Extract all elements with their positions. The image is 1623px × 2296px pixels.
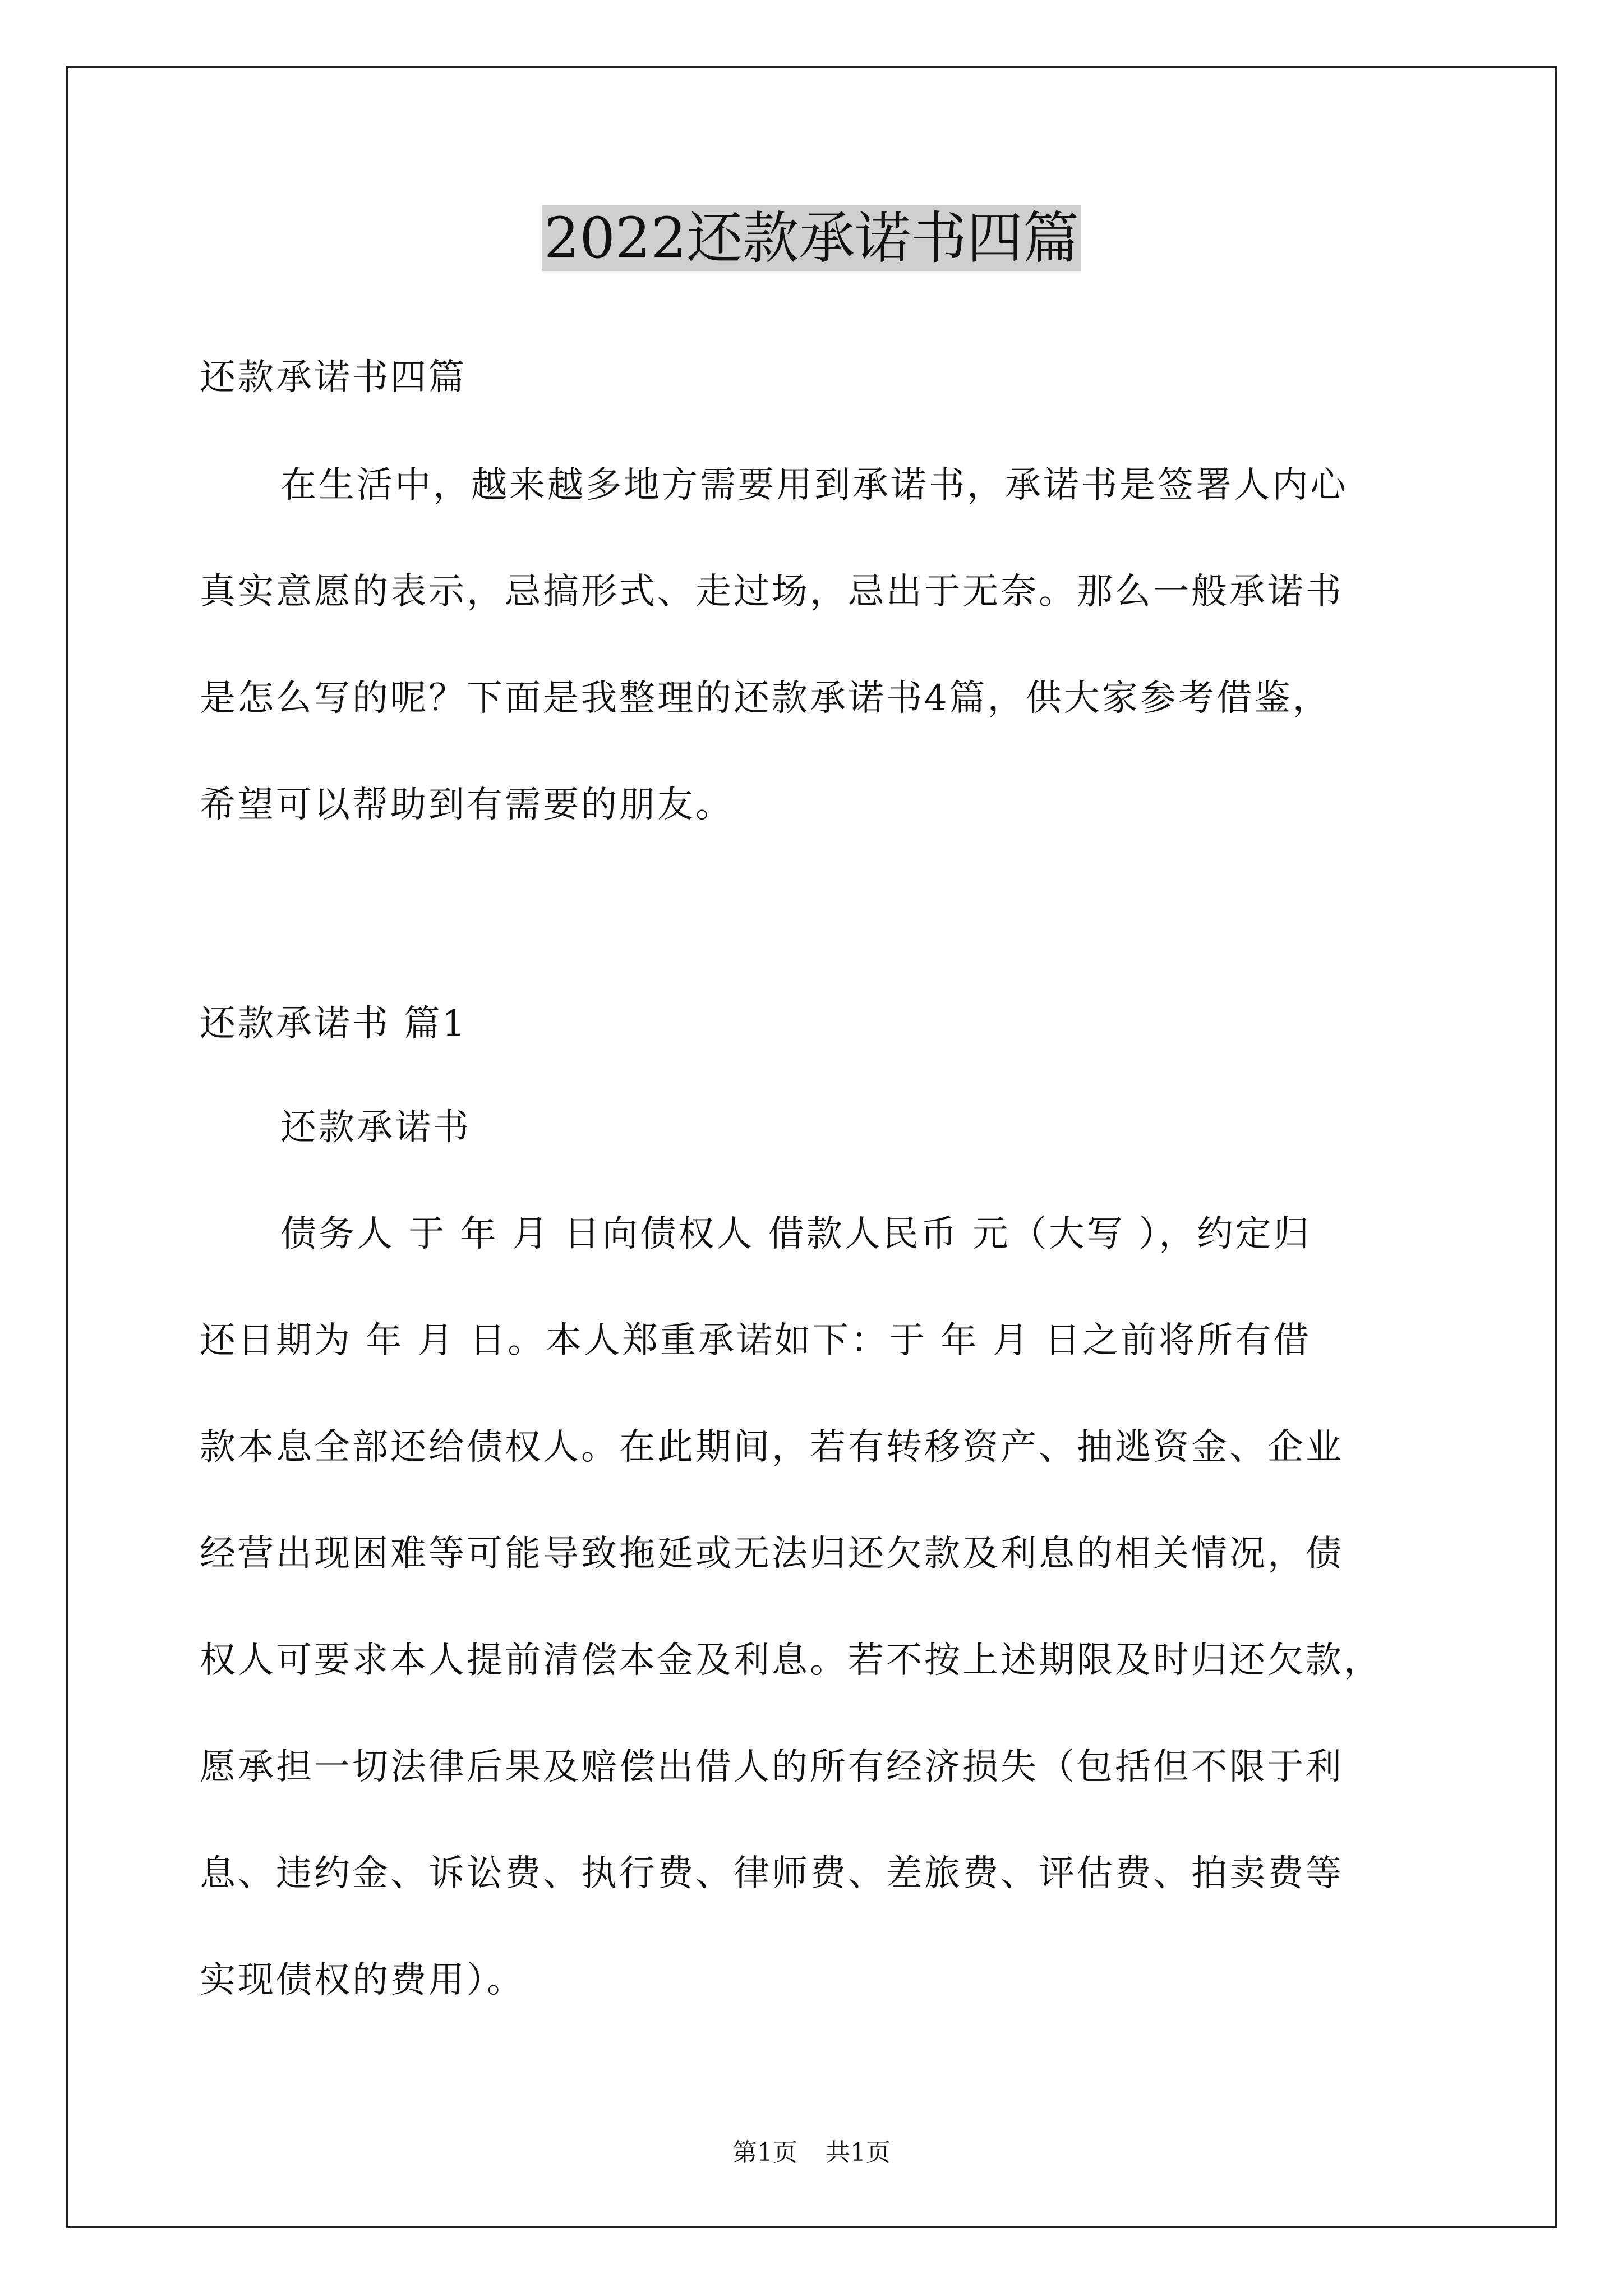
intro-line: 希望可以帮助到有需要的朋友。 [200, 784, 734, 826]
intro-line: 在生活中，越来越多地方需要用到承诺书，承诺书是签署人内心 [280, 464, 1348, 506]
body-line: 实现债权的费用）。 [200, 1959, 525, 2001]
body-line: 经营出现困难等可能导致拖延或无法归还欠款及利息的相关情况，债 [200, 1533, 1344, 1575]
body-line: 款本息全部还给债权人。在此期间，若有转移资产、抽逃资金、企业 [200, 1427, 1344, 1468]
body-line: 还日期为 年 月 日。本人郑重承诺如下：于 年 月 日之前将所有借 [200, 1320, 1312, 1361]
section-heading: 还款承诺书 篇1 [200, 1003, 468, 1045]
section-title: 还款承诺书 [280, 1107, 471, 1148]
document-title [0, 199, 1623, 278]
document-subtitle: 还款承诺书四篇 [200, 357, 467, 398]
body-line: 权人可要求本人提前清偿本金及利息。若不按上述期限及时归还欠款， [200, 1640, 1382, 1681]
intro-line: 是怎么写的呢？下面是我整理的还款承诺书4篇，供大家参考借鉴， [200, 678, 1331, 719]
body-line: 愿承担一切法律后果及赔偿出借人的所有经济损失（包括但不限于利 [200, 1746, 1344, 1788]
body-line: 息、违约金、诉讼费、执行费、律师费、差旅费、评估费、拍卖费等 [200, 1853, 1344, 1894]
page-total: 共1页 [826, 2138, 891, 2167]
document-title-text: 2022还款承诺书四篇 [542, 205, 1082, 271]
intro-line: 真实意愿的表示，忌搞形式、走过场，忌出于无奈。那么一般承诺书 [200, 571, 1344, 613]
page-number: 第1页 [732, 2138, 797, 2167]
page-footer [0, 2136, 1623, 2170]
body-line: 债务人 于 年 月 日向债权人 借款人民币 元（大写 ），约定归 [280, 1213, 1312, 1255]
